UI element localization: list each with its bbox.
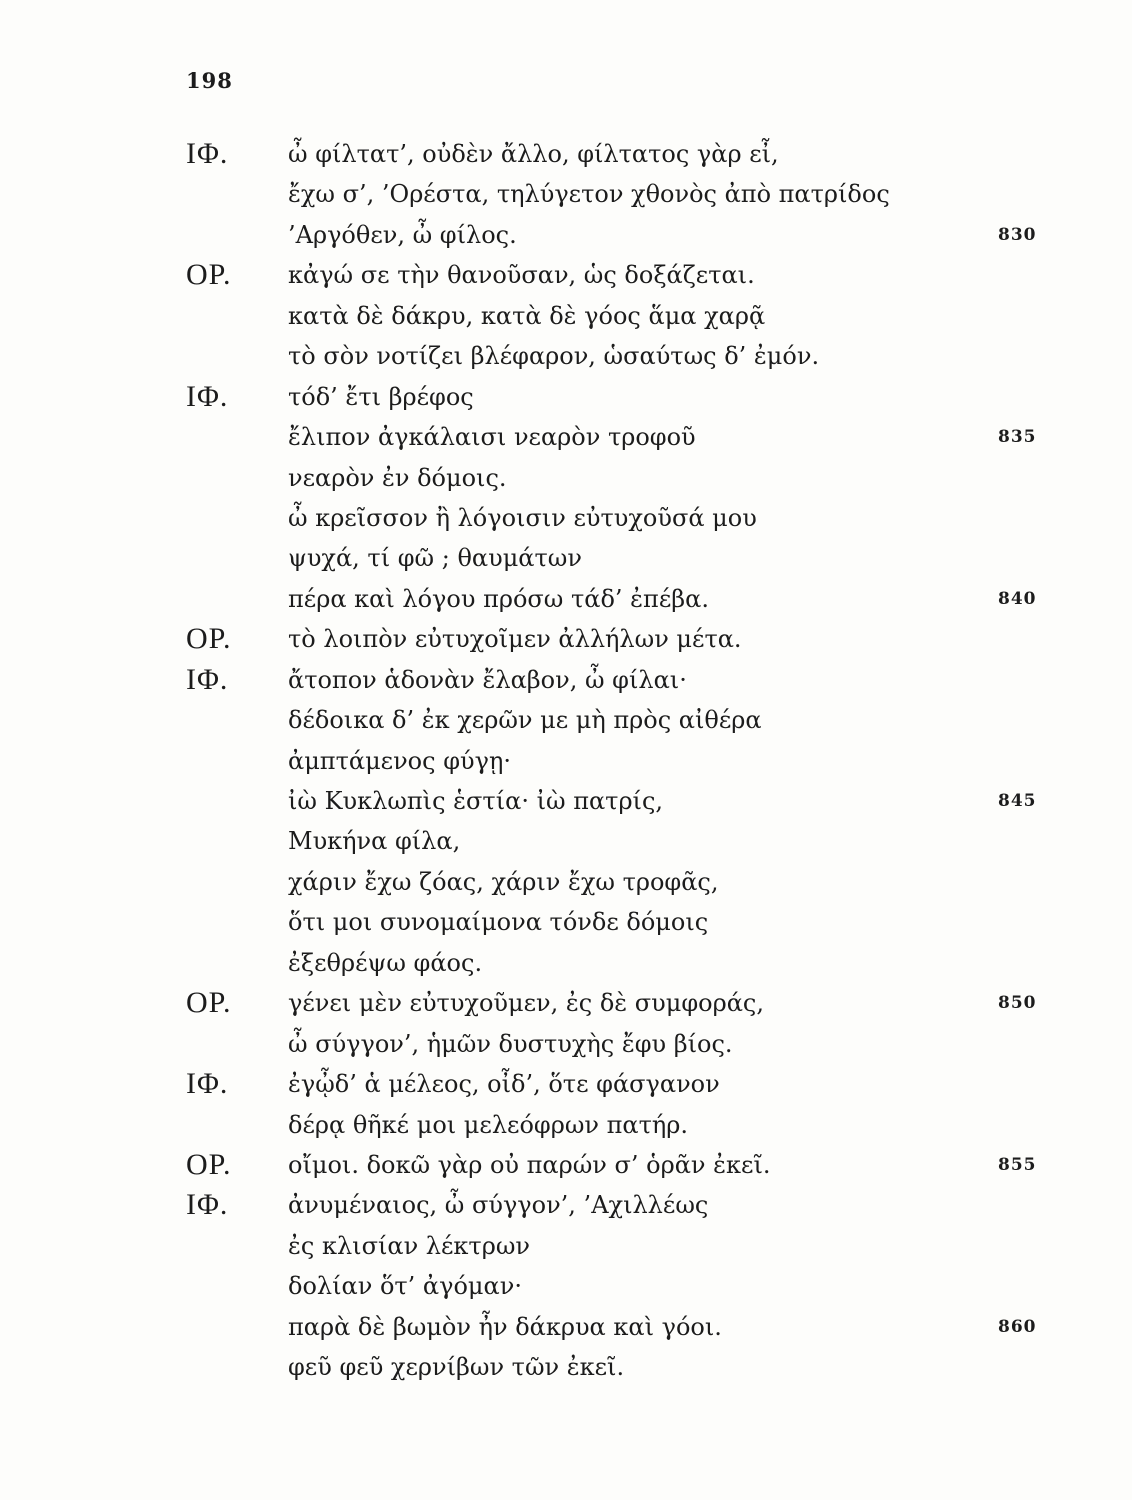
verse-line	[0, 336, 1132, 376]
verse-line	[0, 1266, 1132, 1306]
verse-lines	[0, 134, 1132, 1388]
verse-line	[0, 134, 1132, 174]
line-number: 855	[998, 1154, 1037, 1175]
line-number: 830	[998, 224, 1037, 245]
verse-text: τὸ λοιπὸν εὐτυχοῖμεν ἀλλήλων μέτα.	[288, 625, 742, 654]
verse-text: ἰὼ Κυκλωπὶς ἑστία· ἰὼ πατρίς,	[288, 787, 664, 815]
line-number: 840	[998, 588, 1037, 609]
verse-text: ἐγᾦδ’ ἁ μέλεος, οἶδ’, ὅτε φάσγανον	[288, 1070, 720, 1099]
verse-line	[0, 619, 1132, 659]
verse-text: ἀνυμέναιος, ὦ σύγγον’, ’Αχιλλέως	[288, 1191, 709, 1220]
verse-line	[0, 660, 1132, 700]
verse-text: δέδοικα δ’ ἐκ χερῶν με μὴ πρὸς αἰθέρα	[288, 706, 762, 735]
verse-text: κατὰ δὲ δάκρυ, κατὰ δὲ γόος ἅμα χαρᾷ	[288, 301, 766, 330]
verse-line	[0, 943, 1132, 983]
verse-line	[0, 174, 1132, 214]
speaker-label: ΙΦ.	[186, 137, 229, 170]
verse-text: δέρᾳ θῆκέ μοι μελεόφρων πατήρ.	[288, 1110, 689, 1139]
verse-line	[0, 1347, 1132, 1387]
verse-text: ἄτοπον ἁδονὰν ἔλαβον, ὦ φίλαι·	[288, 665, 687, 694]
verse-line	[0, 700, 1132, 740]
verse-line	[0, 579, 1132, 619]
verse-line	[0, 1145, 1132, 1185]
verse-line	[0, 458, 1132, 498]
verse-text: ’Αργόθεν, ὦ φίλος.	[288, 220, 517, 249]
verse-line	[0, 417, 1132, 457]
verse-line	[0, 862, 1132, 902]
verse-line	[0, 296, 1132, 336]
verse-text: φεῦ φεῦ χερνίβων τῶν ἐκεῖ.	[288, 1353, 625, 1382]
verse-text: γένει μὲν εὐτυχοῦμεν, ἐς δὲ συμφοράς,	[288, 989, 765, 1018]
verse-line	[0, 1307, 1132, 1347]
verse-text: ἔχω σ’, ’Ορέστα, τηλύγετον χθονὸς ἀπὸ πατρίδος	[288, 180, 890, 209]
verse-line	[0, 1064, 1132, 1104]
verse-text: Μυκήνα φίλα,	[288, 827, 461, 856]
verse-text: κἀγώ σε τὴν θανοῦσαν, ὡς δοξάζεται.	[288, 261, 755, 290]
line-number: 845	[998, 791, 1037, 811]
verse-text: παρὰ δὲ βωμὸν ἦν δάκρυα καὶ γόοι.	[288, 1312, 722, 1341]
verse-text: ἔλιπον ἀγκάλαισι νεαρὸν τροφοῦ	[288, 423, 696, 452]
verse-line	[0, 498, 1132, 538]
verse-line	[0, 1024, 1132, 1064]
verse-line	[0, 821, 1132, 861]
line-number: 835	[998, 427, 1037, 448]
verse-text: οἴμοι. δοκῶ γὰρ οὐ παρών σ’ ὁρᾶν ἐκεῖ.	[288, 1150, 771, 1179]
verse-line	[0, 215, 1132, 255]
verse-text: δολίαν ὅτ’ ἀγόμαν·	[288, 1272, 522, 1301]
verse-text: ἐξεθρέψω φάος.	[288, 948, 483, 977]
verse-line	[0, 781, 1132, 821]
speaker-label: ΙΦ.	[186, 379, 229, 413]
verse-line	[0, 1105, 1132, 1145]
speaker-label: ΙΦ.	[186, 1188, 229, 1222]
verse-text: ἀμπτάμενος φύγῃ·	[288, 746, 511, 775]
verse-line	[0, 538, 1132, 578]
speaker-label: ΟΡ.	[186, 986, 232, 1020]
verse-text: χάριν ἔχω ζόας, χάριν ἔχω τροφᾶς,	[288, 867, 719, 896]
verse-line	[0, 983, 1132, 1023]
verse-text: ὅτι μοι συνομαίμονα τόνδε δόμοις	[288, 908, 709, 937]
verse-line	[0, 377, 1132, 417]
verse-line	[0, 741, 1132, 781]
speaker-label: ΙΦ.	[186, 662, 229, 696]
verse-text: ὦ σύγγον’, ἡμῶν δυστυχὴς ἔφυ βίος.	[288, 1029, 733, 1058]
verse-text: ἐς κλισίαν λέκτρων	[288, 1231, 530, 1260]
verse-text: τὸ σὸν νοτίζει βλέφαρον, ὡσαύτως δ’ ἐμόν.	[288, 342, 820, 371]
speaker-label: ΟΡ.	[186, 622, 232, 656]
line-number: 850	[998, 993, 1037, 1014]
verse-text: ψυχά, τί φῶ ; θαυμάτων	[288, 544, 582, 573]
verse-text: ὦ φίλτατ’, οὐδὲν ἄλλο, φίλτατος γὰρ εἶ,	[288, 140, 779, 168]
verse-line	[0, 1226, 1132, 1266]
verse-text: νεαρὸν ἐν δόμοις.	[288, 463, 507, 492]
verse-line	[0, 902, 1132, 942]
speaker-label: ΟΡ.	[186, 1147, 232, 1181]
verse-text: τόδ’ ἔτι βρέφος	[288, 382, 474, 411]
verse-line	[0, 255, 1132, 295]
verse-line	[0, 1185, 1132, 1225]
verse-text: πέρα καὶ λόγου πρόσω τάδ’ ἐπέβα.	[288, 584, 709, 613]
speaker-label: ΟΡ.	[186, 258, 232, 292]
line-number: 860	[998, 1316, 1037, 1337]
verse-text: ὦ κρεῖσσον ἢ λόγοισιν εὐτυχοῦσά μου	[288, 503, 757, 532]
speaker-label: ΙΦ.	[186, 1067, 229, 1101]
page-number: 198	[186, 68, 233, 93]
